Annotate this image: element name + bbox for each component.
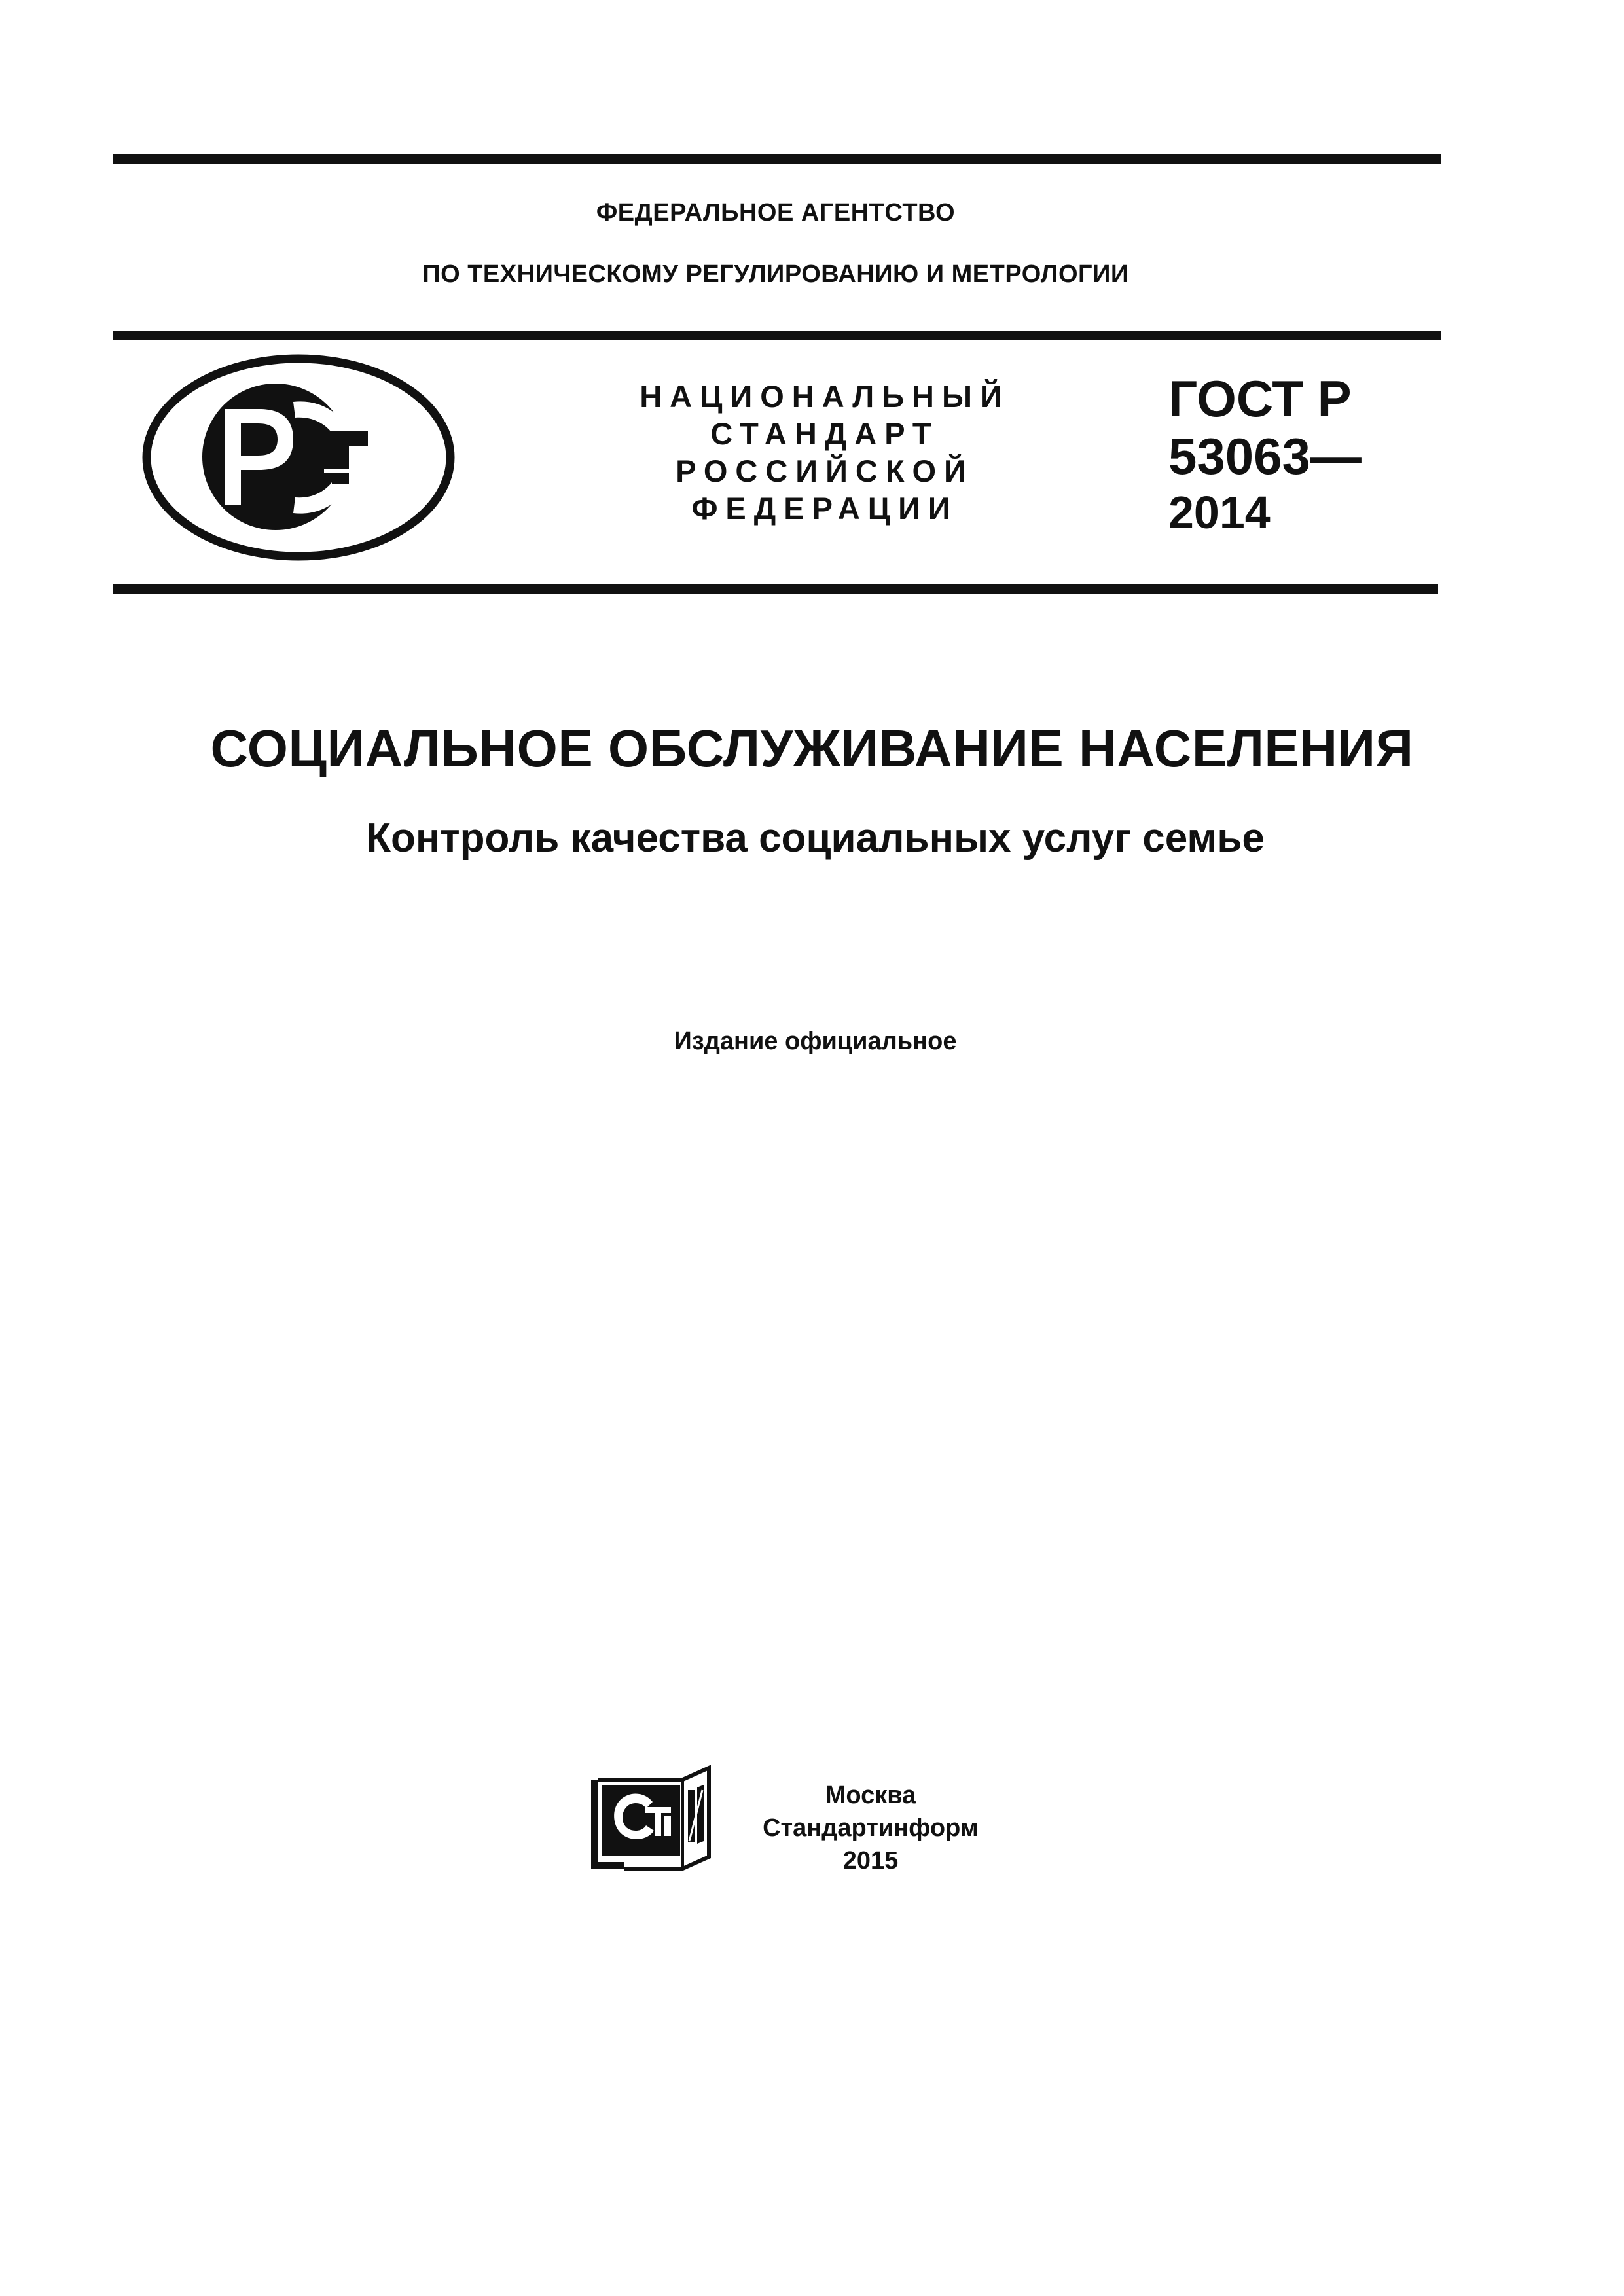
gost-line-2: 53063— xyxy=(1168,427,1362,485)
document-title: СОЦИАЛЬНОЕ ОБСЛУЖИВАНИЕ НАСЕЛЕНИЯ xyxy=(210,719,1414,778)
national-standard-label xyxy=(589,378,1060,527)
agency-line-1: ФЕДЕРАЛЬНОЕ АГЕНТСТВО xyxy=(596,199,956,226)
document-subtitle: Контроль качества социальных услуг семье xyxy=(366,816,1265,861)
national-line-3: РОССИЙСКОЙ xyxy=(676,454,974,488)
publisher-city: Москва xyxy=(825,1782,916,1809)
national-line-1: НАЦИОНАЛЬНЫЙ xyxy=(640,379,1010,414)
gost-line-3: 2014 xyxy=(1168,487,1271,538)
top-rule xyxy=(113,154,1441,164)
standartinform-logo xyxy=(585,1764,715,1875)
gost-designation xyxy=(1168,370,1362,540)
publisher-name: Стандартинформ xyxy=(763,1814,979,1842)
publisher-year: 2015 xyxy=(842,1847,899,1874)
rst-logo xyxy=(141,353,456,562)
national-line-4: ФЕДЕРАЦИИ xyxy=(691,491,958,526)
national-line-2: СТАНДАРТ xyxy=(710,416,939,451)
publisher-block xyxy=(727,1779,1015,1877)
agency-line-2: ПО ТЕХНИЧЕСКОМУ РЕГУЛИРОВАНИЮ И МЕТРОЛОГИИ xyxy=(422,260,1129,288)
gost-line-1: ГОСТ Р xyxy=(1168,370,1352,427)
bottom-rule xyxy=(113,584,1438,594)
middle-rule xyxy=(113,331,1441,340)
edition-label: Издание официальное xyxy=(674,1028,957,1055)
